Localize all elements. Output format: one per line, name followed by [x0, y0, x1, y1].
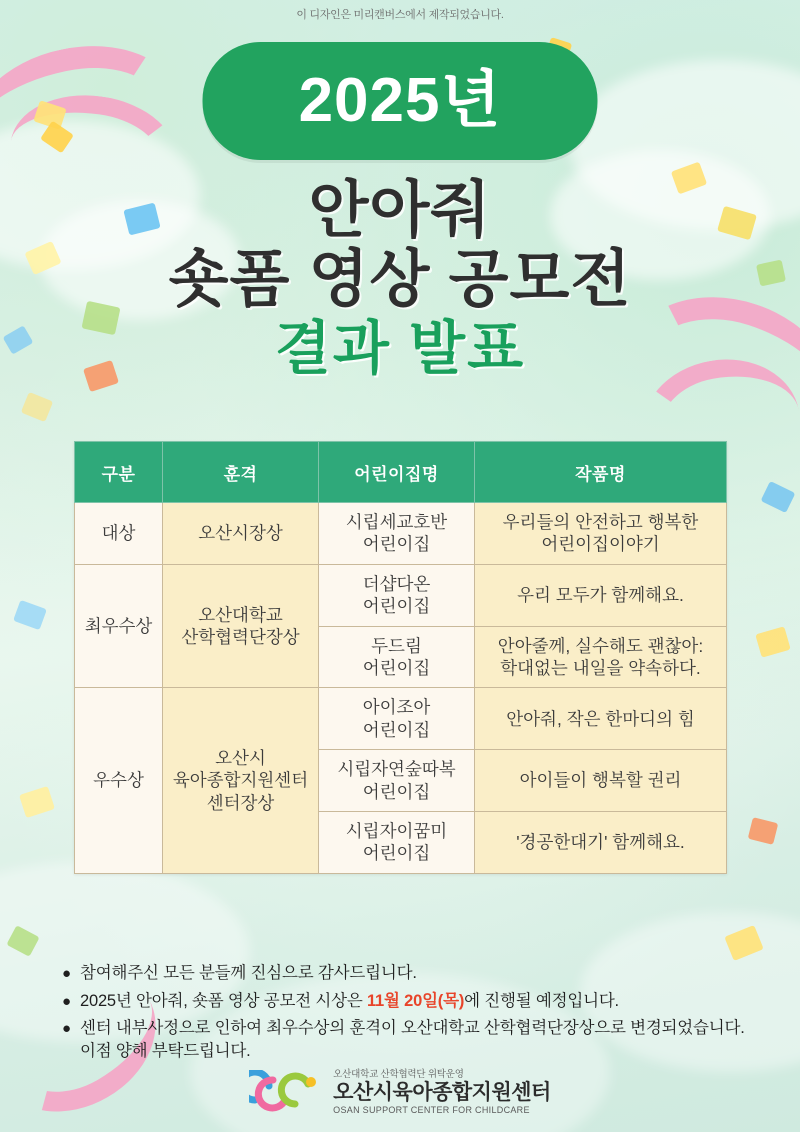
cell-division: 최우수상	[75, 564, 163, 688]
table-header-row	[75, 442, 727, 503]
footer-english-text: OSAN SUPPORT CENTER FOR CHILDCARE	[333, 1105, 530, 1116]
bullet-icon: ●	[62, 1020, 72, 1037]
table-header-work: 작품명	[475, 442, 727, 503]
table-header-center: 어린이집명	[319, 442, 475, 503]
cell-center: 시립자연숲따복 어린이집	[319, 750, 475, 812]
confetti-piece	[21, 392, 53, 422]
cell-work: 안아줄께, 실수해도 괜찮아: 학대없는 내일을 약속하다.	[475, 626, 727, 688]
note-text-before: 센터 내부사정으로 인하여 최우수상의 훈격이 오산대학교 산학협력단장상으로 변경되었습니다. 이점 양해 부탁드립니다.	[80, 1019, 745, 1061]
note-text	[80, 962, 417, 985]
table-row	[75, 688, 727, 750]
footer-small-text: 오산대학교 산학협력단 위탁운영	[333, 1069, 464, 1081]
cell-prize: 오산시 육아종합지원센터 센터장상	[163, 688, 319, 873]
note-text-before: 2025년 안아줘, 숏폼 영상 공모전 시상은	[80, 991, 367, 1010]
cell-division: 대상	[75, 503, 163, 565]
table-row	[75, 503, 727, 565]
notes-list	[62, 962, 762, 1068]
footer-logo-block	[0, 1070, 800, 1116]
bullet-icon: ●	[62, 992, 72, 1010]
note-text-before: 참여해주신 모든 분들께 진심으로 감사드립니다.	[80, 964, 417, 982]
note-highlight-date: 11월 20일(목)	[366, 991, 465, 1010]
year-badge-label: 2025년	[298, 66, 502, 135]
poster-title	[0, 178, 800, 384]
title-line-2: 숏폼 영상 공모전	[168, 244, 632, 314]
title-line-1: 안아줘	[308, 176, 492, 245]
cell-center: 시립자이꿈미 어린이집	[319, 811, 475, 873]
cell-center: 더샵다온 어린이집	[319, 564, 475, 626]
note-item	[62, 962, 762, 986]
table-header-prize: 훈격	[163, 442, 319, 503]
confetti-piece	[19, 786, 55, 818]
cell-work: 아이들이 행복할 권리	[475, 750, 727, 812]
table-row	[75, 564, 727, 626]
design-credit-note: 이 디자인은 미리캔버스에서 제작되었습니다.	[296, 9, 504, 21]
confetti-piece	[748, 817, 779, 845]
note-text	[80, 1017, 762, 1064]
footer-text-block	[333, 1070, 551, 1115]
note-text	[80, 990, 619, 1013]
year-badge	[203, 42, 598, 160]
cell-work: 안아줘, 작은 한마디의 힘	[475, 688, 727, 750]
footer-main-text: 오산시육아종합지원센터	[333, 1081, 551, 1105]
cell-center: 두드림 어린이집	[319, 626, 475, 688]
confetti-piece	[755, 626, 790, 657]
note-item	[62, 1017, 762, 1064]
cell-prize: 오산시장상	[163, 503, 319, 565]
results-table	[74, 441, 727, 874]
table-header-division: 구분	[75, 442, 163, 503]
bullet-icon: ●	[62, 965, 72, 982]
cell-center: 아이조아 어린이집	[319, 688, 475, 750]
osc-logo-icon	[249, 1070, 323, 1116]
note-item	[62, 990, 762, 1014]
cell-work: 우리들의 안전하고 행복한 어린이집이야기	[475, 503, 727, 565]
cell-division: 우수상	[75, 688, 163, 873]
cell-work: 우리 모두가 함께해요.	[475, 564, 727, 626]
cell-work: '경공한대기' 함께해요.	[475, 811, 727, 873]
confetti-piece	[761, 481, 796, 513]
title-line-3: 결과 발표	[274, 316, 526, 382]
confetti-piece	[13, 600, 47, 630]
cell-prize: 오산대학교 산학협력단장상	[163, 564, 319, 688]
cell-center: 시립세교호반 어린이집	[319, 503, 475, 565]
note-text-after: 에 진행될 예정입니다.	[464, 991, 619, 1010]
